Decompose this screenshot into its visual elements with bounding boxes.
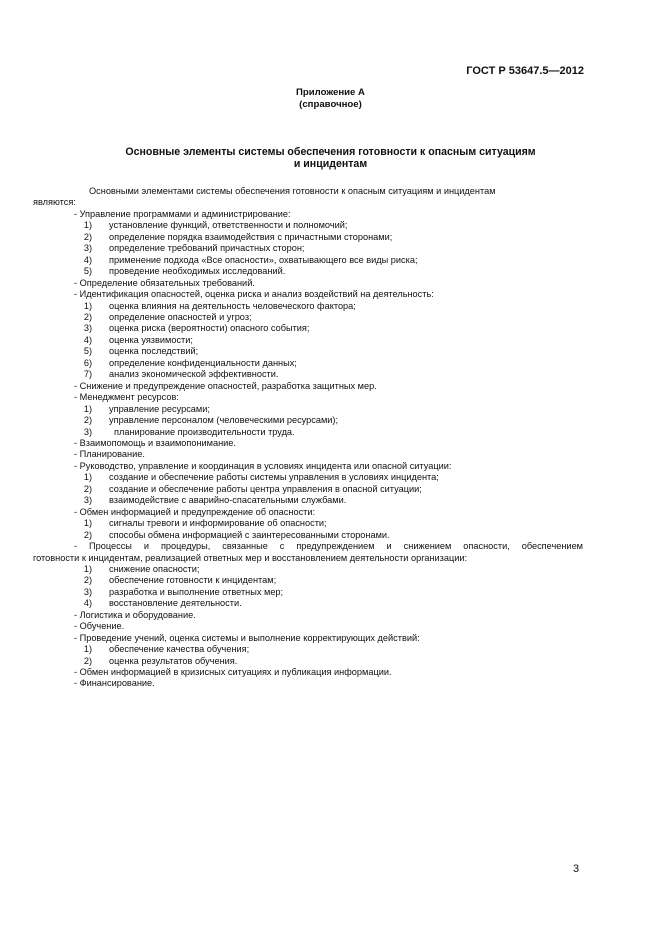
list-item: - Обмен информацией и предупреждение об опасности: bbox=[74, 506, 316, 517]
list-item: - Управление программами и администрирование: bbox=[74, 208, 291, 219]
sub-item: 2) оценка результатов обучения. bbox=[83, 655, 238, 666]
sub-item: 1) сигналы тревоги и информирование об опасности; bbox=[83, 518, 327, 529]
sub-item: 2) обеспечение готовности к инцидентам; bbox=[83, 575, 277, 586]
intro-line1: Основными элементами системы обеспечения готовности к опасным ситуациям и инцидентам bbox=[89, 186, 496, 196]
list-item: - Планирование. bbox=[74, 449, 145, 460]
list-item-continuation: готовности к инцидентам, реализацией ответных мер и восстановлением деятельности организации: bbox=[33, 552, 468, 563]
sub-item: 1) установление функций, ответственности и полномочий; bbox=[83, 220, 348, 231]
list-item: - Логистика и оборудование. bbox=[74, 609, 196, 620]
sub-item: 1) обеспечение качества обучения; bbox=[83, 644, 250, 655]
section-title-line1: Основные элементы системы обеспечения готовности к опасным ситуациям bbox=[125, 146, 536, 158]
appendix-type: (справочное) bbox=[299, 99, 362, 110]
list-item: - Финансирование. bbox=[74, 678, 155, 689]
list-item: - Идентификация опасностей, оценка риска и анализ воздействий на деятельность: bbox=[74, 289, 434, 300]
sub-item: 5) оценка последствий; bbox=[83, 346, 199, 357]
sub-item: 3) планирование производительности труда. bbox=[83, 426, 295, 437]
sub-item: 2) определение опасностей и угроз; bbox=[83, 311, 252, 322]
intro-line2: являются: bbox=[33, 197, 76, 208]
list-item: - Обмен информацией в кризисных ситуациях и публикация информации. bbox=[74, 667, 392, 678]
sub-item: 7) анализ экономической эффективности. bbox=[83, 369, 279, 380]
list-item: - Обучение. bbox=[74, 621, 125, 632]
page-number: 3 bbox=[573, 863, 580, 875]
sub-item: 4) оценка уязвимости; bbox=[83, 334, 193, 345]
list-item: - Процессы и процедуры, связанные с предупреждением и снижением опасности, обеспечением bbox=[74, 541, 583, 552]
sub-item: 1) управление ресурсами; bbox=[83, 403, 210, 414]
sub-item: 1) оценка влияния на деятельность человеческого фактора; bbox=[83, 300, 356, 311]
section-title-line2: и инцидентам bbox=[293, 158, 368, 170]
sub-item: 2) управление персоналом (человеческими ресурсами); bbox=[83, 415, 339, 426]
sub-item: 2) определение порядка взаимодействия с причастными сторонами; bbox=[83, 231, 393, 242]
intro-paragraph bbox=[33, 186, 583, 197]
section-title bbox=[0, 146, 661, 170]
appendix-label: Приложение А bbox=[296, 87, 365, 98]
sub-item: 4) восстановление деятельности. bbox=[83, 598, 242, 609]
list-item: - Проведение учений, оценка системы и выполнение корректирующих действий: bbox=[74, 632, 420, 643]
sub-item: 3) разработка и выполнение ответных мер; bbox=[83, 586, 284, 597]
list-item: - Определение обязательных требований. bbox=[74, 277, 255, 288]
document-header: ГОСТ Р 53647.5—2012 bbox=[466, 65, 584, 77]
sub-item: 6) определение конфиденциальности данных; bbox=[83, 357, 297, 368]
sub-item: 3) оценка риска (вероятности) опасного события; bbox=[83, 323, 310, 334]
sub-item: 1) создание и обеспечение работы системы управления в условиях инцидента; bbox=[83, 472, 439, 483]
sub-item: 5) проведение необходимых исследований. bbox=[83, 266, 286, 277]
sub-item: 2) создание и обеспечение работы центра управления в опасной ситуации; bbox=[83, 483, 422, 494]
list-item: - Взаимопомощь и взаимопонимание. bbox=[74, 437, 236, 448]
list-item: - Руководство, управление и координация в условиях инцидента или опасной ситуации: bbox=[74, 460, 452, 471]
sub-item: 1) снижение опасности; bbox=[83, 563, 200, 574]
appendix-heading bbox=[0, 87, 661, 111]
list-item: - Менеджмент ресурсов: bbox=[74, 392, 179, 403]
document-body bbox=[33, 186, 583, 690]
sub-item: 3) взаимодействие с аварийно-спасательными службами. bbox=[83, 495, 347, 506]
sub-item: 3) определение требований причастных сторон; bbox=[83, 243, 305, 254]
list-item: - Снижение и предупреждение опасностей, разработка защитных мер. bbox=[74, 380, 377, 391]
sub-item: 2) способы обмена информацией с заинтересованными сторонами. bbox=[83, 529, 390, 540]
sub-item: 4) применение подхода «Все опасности», охватывающего все виды риска; bbox=[83, 254, 418, 265]
